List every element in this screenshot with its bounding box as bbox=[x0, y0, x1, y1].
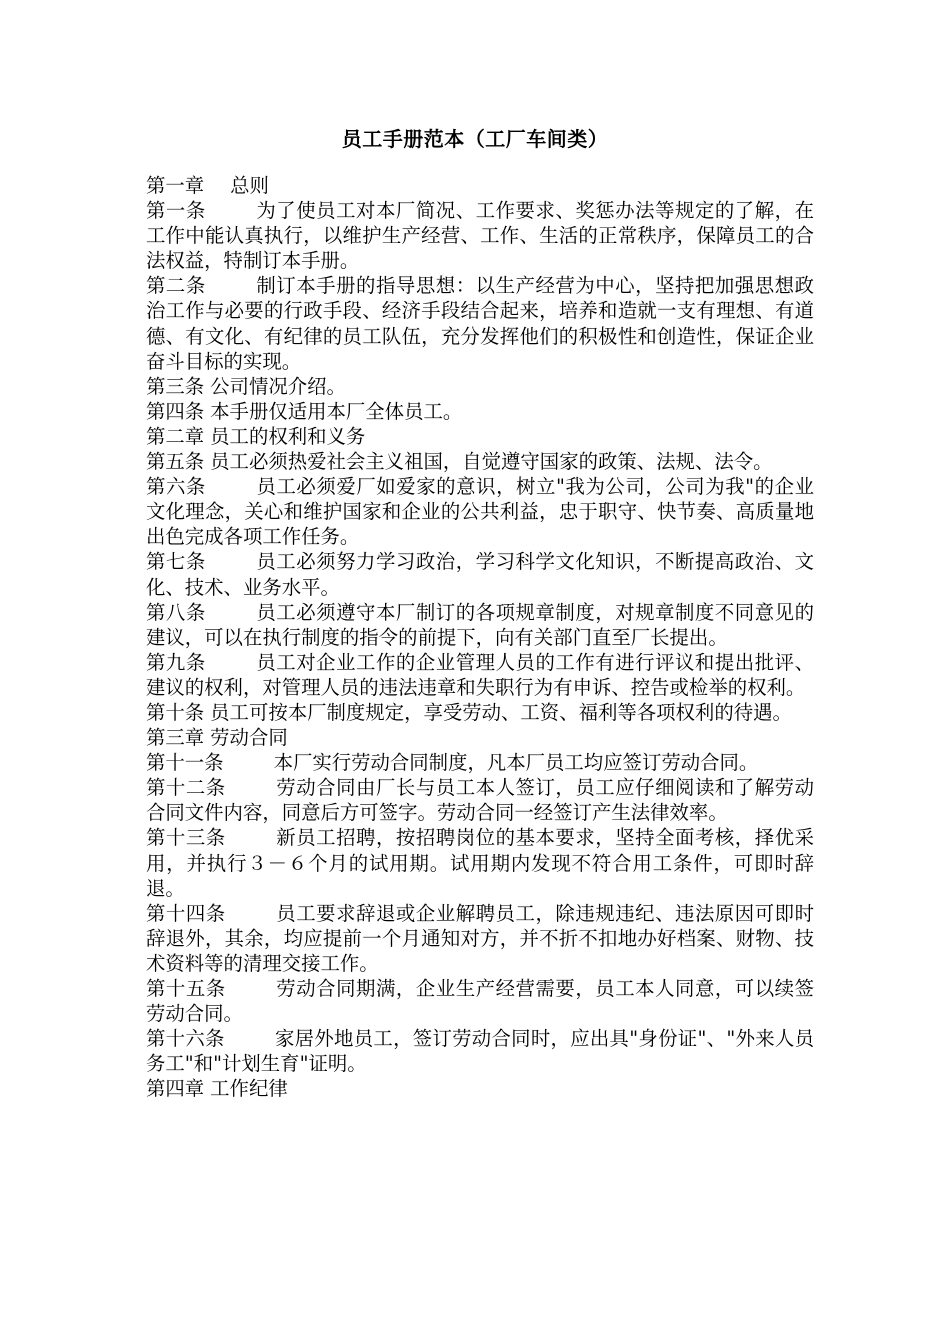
paragraph-label: 第八条 bbox=[146, 600, 206, 624]
paragraph-article-12 bbox=[146, 775, 814, 825]
paragraph-label: 第五条 bbox=[146, 450, 205, 474]
document-body bbox=[146, 173, 814, 1101]
paragraph-label: 第三条 bbox=[146, 374, 205, 398]
paragraph-text: 家居外地员工，签订劳动合同时，应出具"身份证"、"外来人员务工"和"计划生育"证明。 bbox=[146, 1027, 814, 1076]
paragraph-text: 本手册仅适用本厂全体员工。 bbox=[210, 399, 463, 423]
paragraph-text: 员工必须爱厂如爱家的意识，树立"我为公司，公司为我"的企业文化理念，关心和维护国家和企业的公共利益，忠于职守、快节奏、高质量地出色完成各项工作任务。 bbox=[146, 475, 814, 549]
paragraph-text: 公司情况介绍。 bbox=[210, 374, 346, 398]
paragraph-article-1 bbox=[146, 198, 814, 273]
paragraph-label: 第四章 bbox=[146, 1077, 205, 1101]
paragraph-chapter-4 bbox=[146, 1076, 814, 1101]
paragraph-article-10 bbox=[146, 700, 814, 725]
paragraph-text: 工作纪律 bbox=[210, 1077, 288, 1101]
paragraph-article-11 bbox=[146, 750, 814, 775]
paragraph-text: 劳动合同期满，企业生产经营需要，员工本人同意，可以续签劳动合同。 bbox=[146, 977, 815, 1026]
paragraph-label: 第十二条 bbox=[146, 776, 226, 800]
paragraph-text: 员工必须热爱社会主义祖国，自觉遵守国家的政策、法规、法令。 bbox=[210, 450, 773, 474]
paragraph-article-2 bbox=[146, 273, 814, 373]
paragraph-label: 第一章 bbox=[146, 174, 205, 197]
paragraph-text: 本厂实行劳动合同制度，凡本厂员工均应签订劳动合同。 bbox=[273, 751, 759, 775]
paragraph-text: 员工对企业工作的企业管理人员的工作有进行评议和提出批评、建议的权利，对管理人员的违法违章和失职行为有申诉、控告或检举的权利。 bbox=[146, 650, 815, 699]
paragraph-label: 第四条 bbox=[146, 399, 205, 423]
paragraph-label: 第九条 bbox=[146, 650, 206, 674]
paragraph-text: 劳动合同 bbox=[210, 726, 288, 750]
paragraph-text: 总则 bbox=[230, 174, 269, 197]
paragraph-text: 为了使员工对本厂简况、工作要求、奖惩办法等规定的了解，在工作中能认真执行，以维护生产经营、工作、生活的正常秩序，保障员工的合法权益，特制订本手册。 bbox=[146, 199, 815, 273]
paragraph-text: 新员工招聘，按招聘岗位的基本要求，坚持全面考核，择优采用，并执行３－６个月的试用期。试用期内发现不符合用工条件，可即时辞退。 bbox=[146, 826, 815, 900]
paragraph-text: 劳动合同由厂长与员工本人签订，员工应仔细阅读和了解劳动合同文件内容，同意后方可签字。劳动合同一经签订产生法律效率。 bbox=[146, 776, 815, 825]
paragraph-chapter-1 bbox=[146, 173, 814, 198]
paragraph-article-4 bbox=[146, 399, 814, 424]
paragraph-chapter-3 bbox=[146, 725, 814, 750]
paragraph-text: 员工的权利和义务 bbox=[210, 424, 366, 448]
paragraph-article-16 bbox=[146, 1026, 814, 1076]
document-title: 员工手册范本（工厂车间类） bbox=[341, 127, 609, 151]
paragraph-article-3 bbox=[146, 374, 814, 399]
paragraph-article-9 bbox=[146, 650, 814, 700]
paragraph-text: 员工要求辞退或企业解聘员工，除违规违纪、违法原因可即时辞退外，其余，均应提前一个月通知对方，并不折不扣地办好档案、财物、技术资料等的清理交接工作。 bbox=[146, 901, 815, 975]
paragraph-label: 第六条 bbox=[146, 475, 206, 499]
paragraph-article-13 bbox=[146, 825, 814, 900]
paragraph-text: 员工必须遵守本厂制订的各项规章制度，对规章制度不同意见的建议，可以在执行制度的指令的前提下，向有关部门直至厂长提出。 bbox=[146, 600, 815, 649]
paragraph-text: 制订本手册的指导思想：以生产经营为中心，坚持把加强思想政治工作与必要的行政手段、经济手段结合起来，培养和造就一支有理想、有道德、有文化、有纪律的员工队伍，充分发挥他们的积极性和创造性，保证企业奋斗目标的实现。 bbox=[146, 274, 815, 373]
paragraph-text: 员工必须努力学习政治，学习科学文化知识，不断提高政治、文化、技术、业务水平。 bbox=[146, 550, 815, 599]
paragraph-label: 第十一条 bbox=[146, 751, 224, 775]
paragraph-label: 第十五条 bbox=[146, 977, 226, 1000]
paragraph-label: 第一条 bbox=[146, 199, 206, 223]
paragraph-article-8 bbox=[146, 600, 814, 650]
paragraph-text: 员工可按本厂制度规定，享受劳动、工资、福利等各项权利的待遇。 bbox=[210, 700, 792, 724]
paragraph-label: 第二条 bbox=[146, 274, 206, 298]
paragraph-label: 第十六条 bbox=[146, 1027, 225, 1051]
paragraph-article-5 bbox=[146, 449, 814, 474]
paragraph-article-7 bbox=[146, 549, 814, 599]
paragraph-label: 第七条 bbox=[146, 550, 206, 574]
paragraph-label: 第十条 bbox=[146, 700, 205, 724]
paragraph-label: 第三章 bbox=[146, 726, 205, 750]
paragraph-article-15 bbox=[146, 976, 814, 1026]
paragraph-chapter-2 bbox=[146, 424, 814, 449]
paragraph-label: 第十三条 bbox=[146, 826, 226, 850]
paragraph-label: 第十四条 bbox=[146, 901, 226, 925]
paragraph-label: 第二章 bbox=[146, 424, 205, 448]
paragraph-article-14 bbox=[146, 901, 814, 976]
paragraph-article-6 bbox=[146, 474, 814, 549]
